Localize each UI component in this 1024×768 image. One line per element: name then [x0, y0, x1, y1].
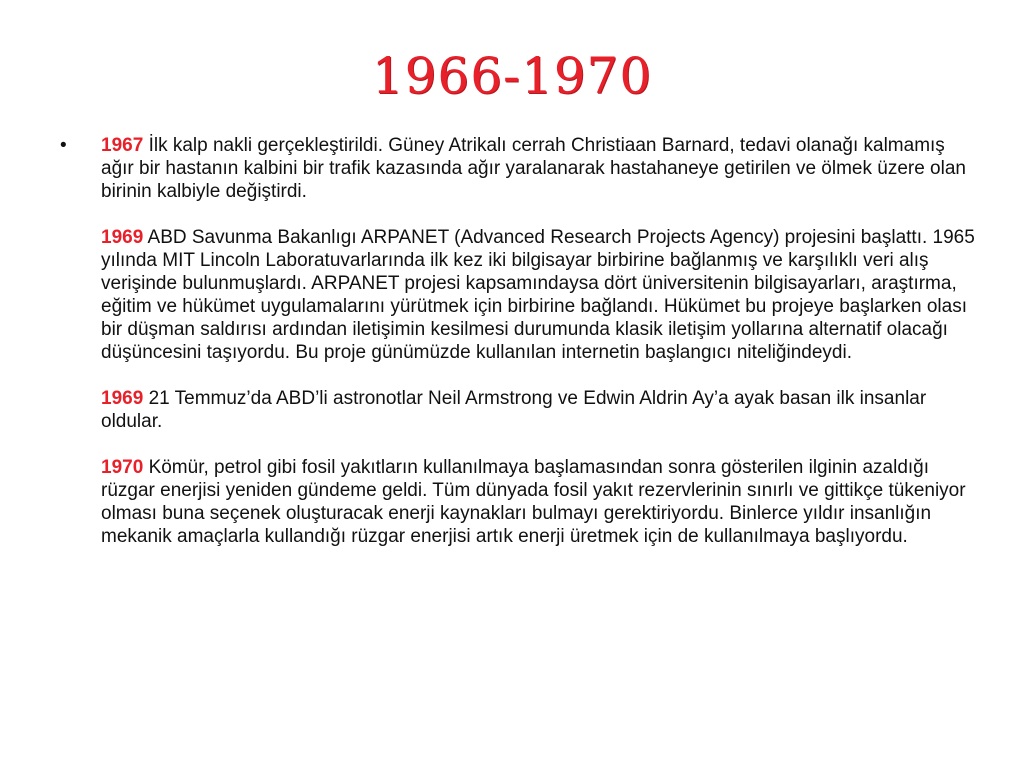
entry-text: İlk kalp nakli gerçekleştirildi. Güney Atrikalı cerrah Christiaan Barnard, tedavi olanağı kalmamış ağır bir hastanın kalbini bir trafik kazasında ağır yaralanarak hastahaneye getirilen ve ölmek üzere olan birinin kalbiyle değiştirdi.	[101, 135, 966, 202]
entry-text: 21 Temmuz’da ABD’li astronotlar Neil Armstrong ve Edwin Aldrin Ay’a ayak basan ilk insanlar oldular.	[101, 388, 927, 432]
entry-text: Kömür, petrol gibi fosil yakıtların kullanılmaya başlamasından sonra gösterilen ilginin azaldığı rüzgar enerjisi yeniden gündeme geldi. Tüm dünyada fosil yakıt rezervlerinin sınırlı ve gittikçe tükeniyor olması buna seçenek oluşturacak enerji kaynakları bulmayı gerektiriyordu. Binlerce yıldır insanlığın mekanik amaçlarla kullandığı rüzgar enerjisi artık enerji üretmek için de kullanılmaya başlıyordu.	[101, 457, 966, 547]
slide-content	[60, 134, 975, 548]
bullet-list	[60, 134, 975, 548]
timeline-entry-1969-arpanet	[101, 226, 975, 364]
entry-year: 1969	[101, 227, 144, 248]
bullet-item	[60, 134, 975, 548]
bullet-dot-icon: •	[60, 135, 67, 156]
entry-text: ABD Savunma Bakanlıgı ARPANET (Advanced Research Projects Agency) projesini başlattı. 1965 yılında MIT Lincoln Laboratuvarlarında ilk kez iki bilgisayar birbirine bağlanmış ve karşılıklı veri alış verişinde bulunmuşlardı. ARPANET projesi kapsamındaysa dört üniversitenin bilgisayarları, araştırma, eğitim ve hükümet uygulamalarını yürütmek için birbirine bağlandı. Hükümet bu projeye başlarken olası bir düşman saldırısı ardından iletişimin kesilmesi durumunda klasik iletişim yollarına alternatif olacağı düşüncesini taşıyordu. Bu proje günümüzde kullanılan internetin başlangıcı niteliğindeydi.	[101, 227, 975, 363]
entry-year: 1969	[101, 388, 144, 409]
entry-year: 1967	[101, 135, 144, 156]
entry-year: 1970	[101, 457, 144, 478]
timeline-entry-1967	[101, 134, 975, 203]
timeline-entry-1970	[101, 456, 975, 548]
timeline-entry-1969-moon	[101, 387, 975, 433]
slide-title: 1966-1970	[371, 47, 653, 105]
